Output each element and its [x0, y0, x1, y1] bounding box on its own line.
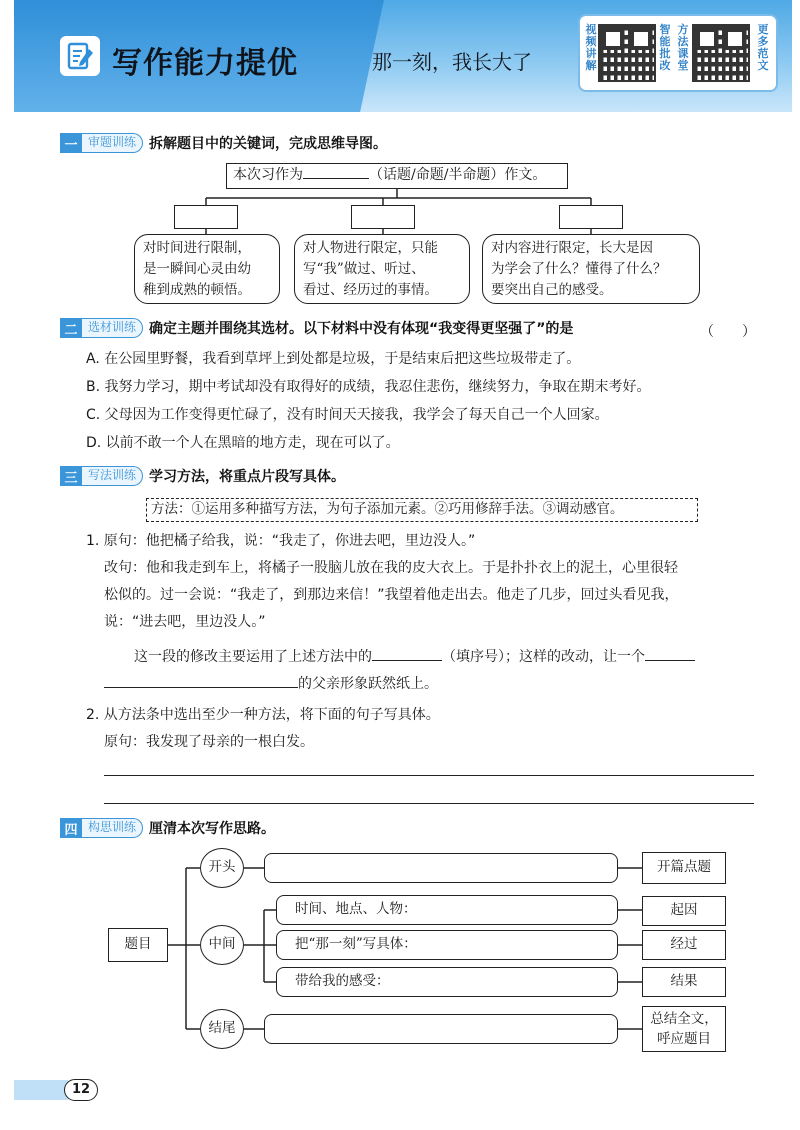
section-instruction: 厘清本次写作思路。	[149, 821, 276, 837]
qr-label-more: 更多范文	[757, 23, 769, 72]
flow-middle-node: 中间	[200, 925, 244, 965]
qr-label-video: 视频讲解	[585, 23, 597, 72]
flow-label-end-line: 总结全文，	[650, 1011, 718, 1027]
section-instruction: 拆解题目中的关键词，完成思维导图。	[149, 136, 388, 152]
section-number: 二	[60, 318, 82, 338]
keyword-box-2[interactable]	[351, 205, 415, 229]
q1-blank-adjective-b[interactable]	[104, 674, 298, 688]
hint-line: 稚到成熟的顿悟。	[143, 282, 251, 298]
section-instruction: 确定主题并围绕其选材。以下材料中没有体现“我变得更坚强了”的是	[149, 321, 574, 337]
page-title: 写作能力提优	[112, 46, 298, 81]
mindmap-root	[226, 163, 568, 189]
section-tag: 审题训练	[82, 133, 143, 153]
hint-line: 对人物进行限定，只能	[303, 240, 438, 256]
q1-blank-number[interactable]	[372, 647, 442, 661]
flow-middle-input-1[interactable]: 时间、地点、人物：	[276, 895, 618, 925]
hint-line: 对内容进行限定，长大是因	[491, 240, 653, 256]
flow-label-end	[642, 1006, 726, 1052]
flow-title-node: 题目	[108, 928, 168, 962]
hint-line: 要突出自己的感受。	[491, 282, 613, 298]
keyword-box-1[interactable]	[174, 205, 238, 229]
root-blank[interactable]	[303, 165, 369, 179]
flow-start-node: 开头	[200, 848, 244, 888]
hint-bubble-content	[482, 234, 700, 304]
root-prefix: 本次习作为	[233, 167, 303, 183]
section-2-header	[60, 318, 573, 338]
flow-start-input[interactable]	[264, 853, 618, 883]
q1-original: 1. 原句：他把橘子给我，说：“我走了，你进去吧，里边没人。”	[86, 533, 476, 549]
hint-bubble-person	[294, 234, 470, 304]
q1-question	[134, 646, 695, 666]
section-number: 三	[60, 466, 82, 486]
qr-panel	[578, 14, 778, 92]
flow-label-cause: 起因	[642, 896, 726, 926]
notepad-pencil-icon	[60, 36, 100, 76]
flow-label-start: 开篇点题	[642, 852, 726, 884]
flow-label-end-line: 呼应题目	[657, 1031, 711, 1047]
flow-label-result: 结果	[642, 967, 726, 997]
option-d[interactable]: D. 以前不敢一个人在黑暗的地方走，现在可以了。	[86, 435, 400, 451]
q1-question-cont	[104, 673, 438, 693]
answer-line-1[interactable]	[104, 775, 754, 776]
section-instruction: 学习方法，将重点片段写具体。	[149, 469, 346, 485]
footer-bar	[14, 1080, 68, 1100]
answer-line-2[interactable]	[104, 803, 754, 804]
answer-paren[interactable]: （ ）	[700, 324, 756, 340]
flow-middle-input-2[interactable]: 把“那一刻”写具体：	[276, 930, 618, 960]
q1-question-part: 这一段的修改主要运用了上述方法中的	[134, 649, 372, 665]
option-c[interactable]: C. 父母因为工作变得更忙碌了，没有时间天天接我，我学会了每天自己一个人回家。	[86, 407, 609, 423]
hint-line: 是一瞬间心灵由幼	[143, 261, 251, 277]
q2-original: 原句：我发现了母亲的一根白发。	[104, 734, 314, 750]
section-number: 四	[60, 818, 82, 838]
flow-end-input[interactable]	[264, 1014, 618, 1044]
page-subtitle: 那一刻，我长大了	[372, 50, 532, 74]
flow-end-node: 结尾	[200, 1009, 244, 1049]
section-tag: 写法训练	[82, 466, 143, 486]
flow-middle-input-3[interactable]: 带给我的感受：	[276, 967, 618, 997]
q1-revised-line3: 说：“进去吧，里边没人。”	[104, 614, 266, 630]
root-suffix: （话题/命题/半命题）作文。	[369, 167, 547, 183]
hint-line: 为学会了什么？懂得了什么？	[491, 261, 667, 277]
qr-code-left[interactable]	[598, 24, 656, 82]
hint-bubble-time	[134, 234, 280, 304]
hint-line: 对时间进行限制，	[143, 240, 251, 256]
section-tag: 构思训练	[82, 818, 143, 838]
option-a[interactable]: A. 在公园里野餐，我看到草坪上到处都是垃圾，于是结束后把这些垃圾带走了。	[86, 351, 581, 367]
section-number: 一	[60, 133, 82, 153]
q1-blank-adjective-a[interactable]	[645, 647, 695, 661]
qr-code-right[interactable]	[692, 24, 750, 82]
hint-line: 写“我”做过、听过、	[303, 261, 425, 277]
page-number: 12	[64, 1079, 98, 1101]
section-tag: 选材训练	[82, 318, 143, 338]
keyword-box-3[interactable]	[559, 205, 623, 229]
section-3-header	[60, 466, 345, 486]
option-b[interactable]: B. 我努力学习，期中考试却没有取得好的成绩，我忍住悲伤，继续努力，争取在期末考好。	[86, 379, 651, 395]
q1-question-part: （填序号）；这样的改动，让一个	[442, 649, 645, 665]
q1-question-part: 的父亲形象跃然纸上。	[298, 676, 438, 692]
q2-question: 2. 从方法条中选出至少一种方法，将下面的句子写具体。	[86, 707, 440, 723]
flow-label-process: 经过	[642, 930, 726, 960]
qr-label-grading: 智能批改	[659, 23, 671, 72]
section-1-header	[60, 133, 387, 153]
method-box: 方法：①运用多种描写方法，为句子添加元素。②巧用修辞手法。③调动感官。	[146, 498, 698, 522]
q1-revised-line2: 松似的。过一会说：“我走了，到那边来信！”我望着他走出去。他走了几步，回过头看见我，	[104, 587, 679, 603]
hint-line: 看过、经历过的事情。	[303, 282, 438, 298]
qr-label-method: 方法课堂	[677, 23, 689, 72]
q1-revised-line1: 改句：他和我走到车上，将橘子一股脑儿放在我的皮大衣上。于是扑扑衣上的泥土，心里很轻	[104, 560, 678, 576]
